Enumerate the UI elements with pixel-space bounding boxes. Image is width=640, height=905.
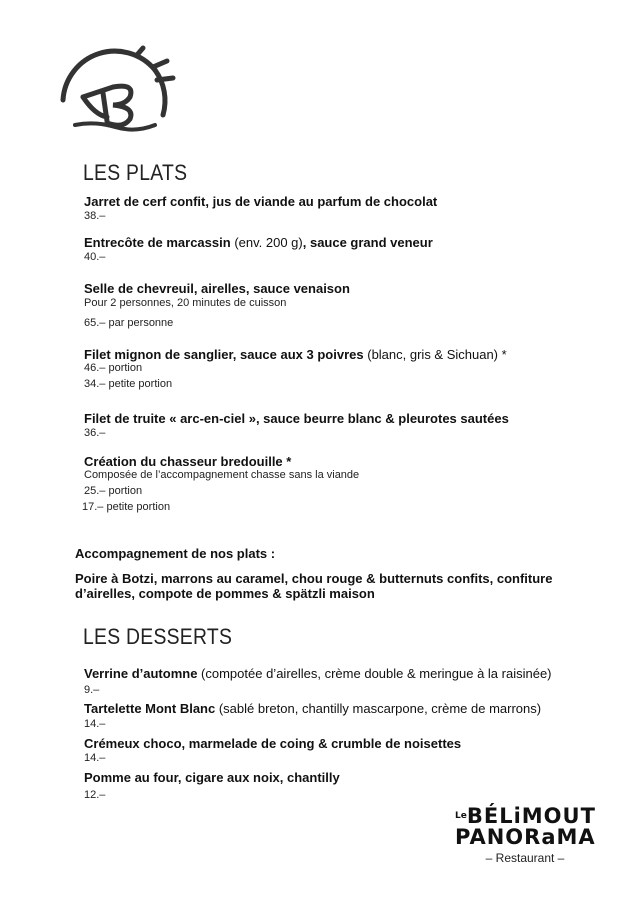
dish-price: 36.–	[84, 427, 106, 439]
dish-name: Selle de chevreuil, airelles, sauce venaison	[84, 281, 350, 296]
accompaniment-text: Poire à Botzi, marrons au caramel, chou rouge & butternuts confits, confiture	[75, 571, 553, 586]
section-title-desserts: LES DESSERTS	[83, 624, 233, 649]
accompaniment-text: d’airelles, compote de pommes & spätzli maison	[75, 586, 375, 601]
dessert-name: Tartelette Mont Blanc (sablé breton, chantilly mascarpone, crème de marrons)	[84, 701, 542, 716]
dish-price: 25.– portion	[84, 485, 143, 497]
dish-price: 46.– portion	[84, 362, 143, 374]
section-title-plats: LES PLATS	[83, 160, 188, 185]
restaurant-logo-b-sun	[55, 45, 185, 140]
dessert-price: 9.–	[84, 684, 100, 696]
dish-name: Jarret de cerf confit, jus de viande au parfum de chocolat	[84, 194, 438, 209]
dish-name: Entrecôte de marcassin (env. 200 g), sauce grand veneur	[84, 235, 433, 250]
dessert-price: 14.–	[84, 718, 106, 730]
accompaniment-title: Accompagnement de nos plats :	[75, 546, 276, 561]
dish-name: Filet de truite « arc-en-ciel », sauce beurre blanc & pleurotes sautées	[84, 411, 509, 426]
brand-subtitle: – Restaurant –	[485, 851, 565, 865]
dessert-name: Crémeux choco, marmelade de coing & crumble de noisettes	[84, 736, 462, 751]
dessert-price: 14.–	[84, 752, 106, 764]
dish-price: 65.– par personne	[84, 317, 174, 329]
dish-name: Création du chasseur bredouille *	[84, 454, 292, 469]
dish-price-small: 34.– petite portion	[84, 378, 173, 390]
brand-line-1: $^{Le}$BÉLiMOUT	[455, 804, 596, 828]
dish-price: 40.–	[84, 251, 106, 263]
dessert-name: Verrine d’automne (compotée d’airelles, crème double & meringue à la raisinée)	[84, 666, 552, 681]
dessert-price: 12.–	[84, 789, 106, 801]
dish-price-small: 17.– petite portion	[82, 501, 171, 513]
dish-description: Pour 2 personnes, 20 minutes de cuisson	[84, 297, 287, 309]
dish-name: Filet mignon de sanglier, sauce aux 3 poivres (blanc, gris & Sichuan) *	[84, 347, 507, 362]
dessert-name: Pomme au four, cigare aux noix, chantilly	[84, 770, 340, 785]
dish-description: Composée de l’accompagnement chasse sans la viande	[84, 469, 360, 481]
dish-price: 38.–	[84, 210, 106, 222]
brand-logo	[455, 806, 595, 866]
brand-line-2: PANORaMA	[455, 825, 596, 849]
